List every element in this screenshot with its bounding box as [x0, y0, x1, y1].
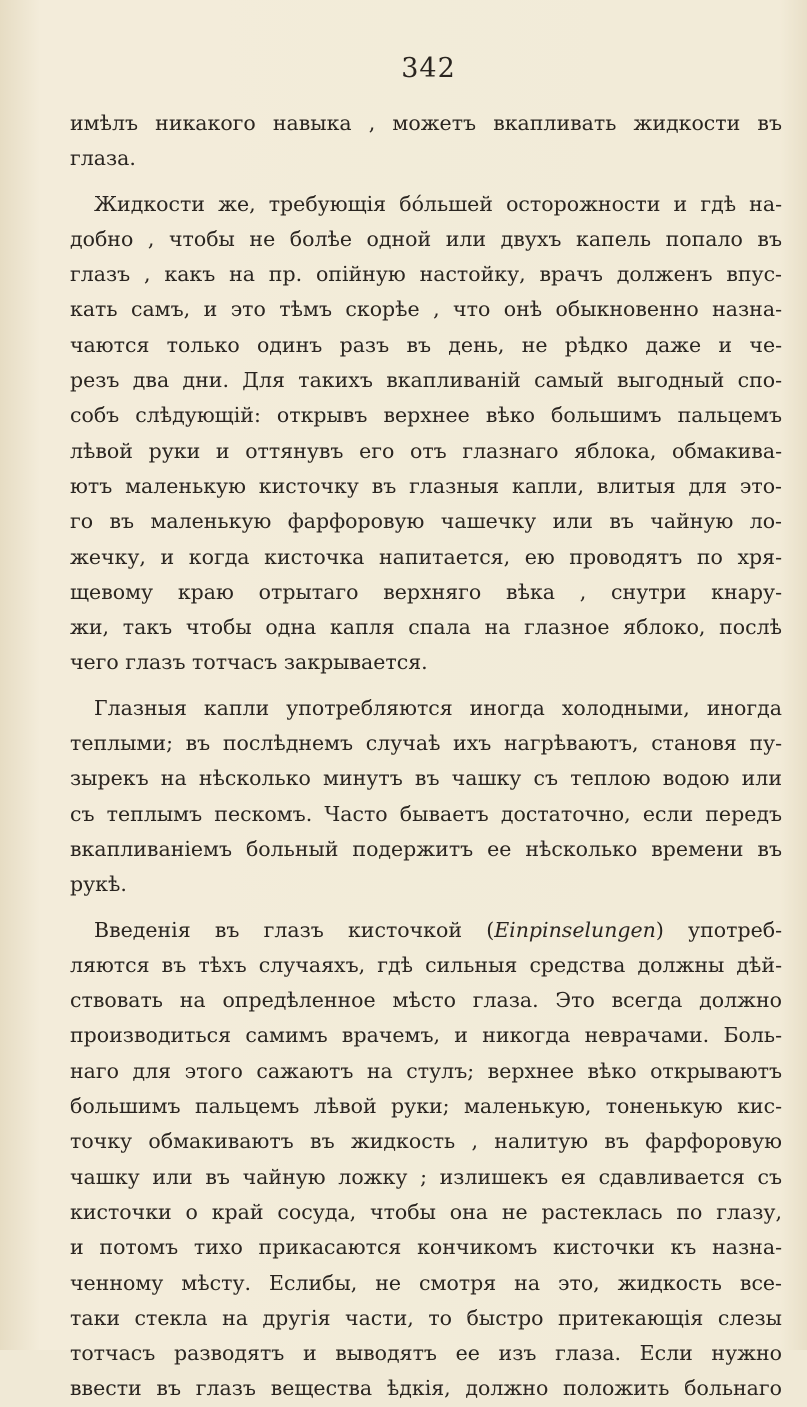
text-line: кисточки о край сосуда, чтобы она не растеклась по глазу, [70, 1199, 782, 1224]
text-fragment: Введенія въ глазъ кисточкой ( [94, 917, 495, 942]
text-line: ляются въ тѣхъ случаяхъ, гдѣ сильныя средства должны дѣй- [70, 952, 782, 977]
page-number: 342 [401, 53, 456, 84]
text-line: кать самъ, и это тѣмъ скорѣе , что онѣ обыкновенно назна- [70, 297, 782, 322]
text-line: собъ слѣдующій: открывъ верхнее вѣко большимъ пальцемъ [70, 403, 782, 428]
page-text [70, 106, 782, 1407]
text-line-with-term [70, 913, 782, 948]
text-line: тотчасъ разводятъ и выводятъ ее изъ глаза. Если нужно [70, 1341, 782, 1366]
text-line: жечку, и когда кисточка напитается, ею проводятъ по хря- [70, 544, 782, 569]
text-line: рукѣ. [70, 872, 127, 897]
text-line: глазъ , какъ на пр. опійную настойку, врачъ долженъ впус- [70, 262, 782, 287]
text-line: съ теплымъ пескомъ. Часто бываетъ достаточно, если передъ [70, 801, 782, 826]
text-line: ченному мѣсту. Еслибы, не смотря на это, жидкость все- [70, 1270, 782, 1295]
text-line: Глазныя капли употребляются иногда холодными, иногда [94, 695, 782, 720]
paragraph-eye-drops-temperature [70, 691, 782, 903]
text-line: чаются только одинъ разъ въ день, не рѣдко даже и че- [70, 332, 782, 357]
text-line: ютъ маленькую кисточку въ глазныя капли, влитыя для это- [70, 473, 782, 498]
paragraph-continuation [70, 106, 782, 177]
text-line: жи, такъ чтобы одна капля спала на глазное яблоко, послѣ [70, 615, 782, 640]
paragraph-brush-application [70, 913, 782, 1407]
text-line: теплыми; въ послѣднемъ случаѣ ихъ нагрѣваютъ, становя пу- [70, 731, 782, 756]
german-term: Einpinselungen [494, 917, 656, 942]
text-line: зырекъ на нѣсколько минутъ въ чашку съ теплою водою или [70, 766, 782, 791]
text-line: наго для этого сажаютъ на стулъ; верхнее вѣко открываютъ [70, 1058, 782, 1083]
text-line: добно , чтобы не болѣе одной или двухъ капель попало въ [70, 226, 782, 251]
paragraph-drops-application [70, 187, 782, 681]
text-line: производиться самимъ врачемъ, и никогда неврачами. Боль- [70, 1023, 782, 1048]
text-line: глаза. [70, 146, 136, 171]
text-line: лѣвой руки и оттянувъ его отъ глазнаго яблока, обмакива- [70, 438, 782, 463]
text-line: го въ маленькую фарфоровую чашечку или въ чайную ло- [70, 509, 782, 534]
text-line: щевому краю отрытаго верхняго вѣка , снутри кнару- [70, 579, 782, 604]
text-line: Жидкости же, требующія бо́льшей осторожности и гдѣ на- [94, 191, 782, 216]
text-line: и потомъ тихо прикасаются кончикомъ кисточки къ назна- [70, 1235, 782, 1260]
text-fragment: ) употреб- [655, 917, 782, 942]
text-line: большимъ пальцемъ лѣвой руки; маленькую, тоненькую кис- [70, 1094, 782, 1119]
text-line: чего глазъ тотчасъ закрывается. [70, 650, 428, 675]
text-line: чашку или въ чайную ложку ; излишекъ ея сдавливается съ [70, 1164, 782, 1189]
text-line: имѣлъ никакого навыка , можетъ вкапливать жидкости въ [70, 111, 782, 135]
text-line: резъ два дни. Для такихъ вкапливаній самый выгодный спо- [70, 368, 782, 393]
text-line: ввести въ глазъ вещества ѣдкія, должно положить больнаго [70, 1376, 782, 1401]
text-line: таки стекла на другія части, то быстро притекающія слезы [70, 1305, 782, 1330]
text-line: точку обмакиваютъ въ жидкость , налитую въ фарфоровую [70, 1129, 782, 1154]
text-line: вкапливаніемъ больный подержитъ ее нѣсколько времени въ [70, 836, 782, 861]
text-line: ствовать на опредѣленное мѣсто глаза. Это всегда должно [70, 988, 782, 1013]
